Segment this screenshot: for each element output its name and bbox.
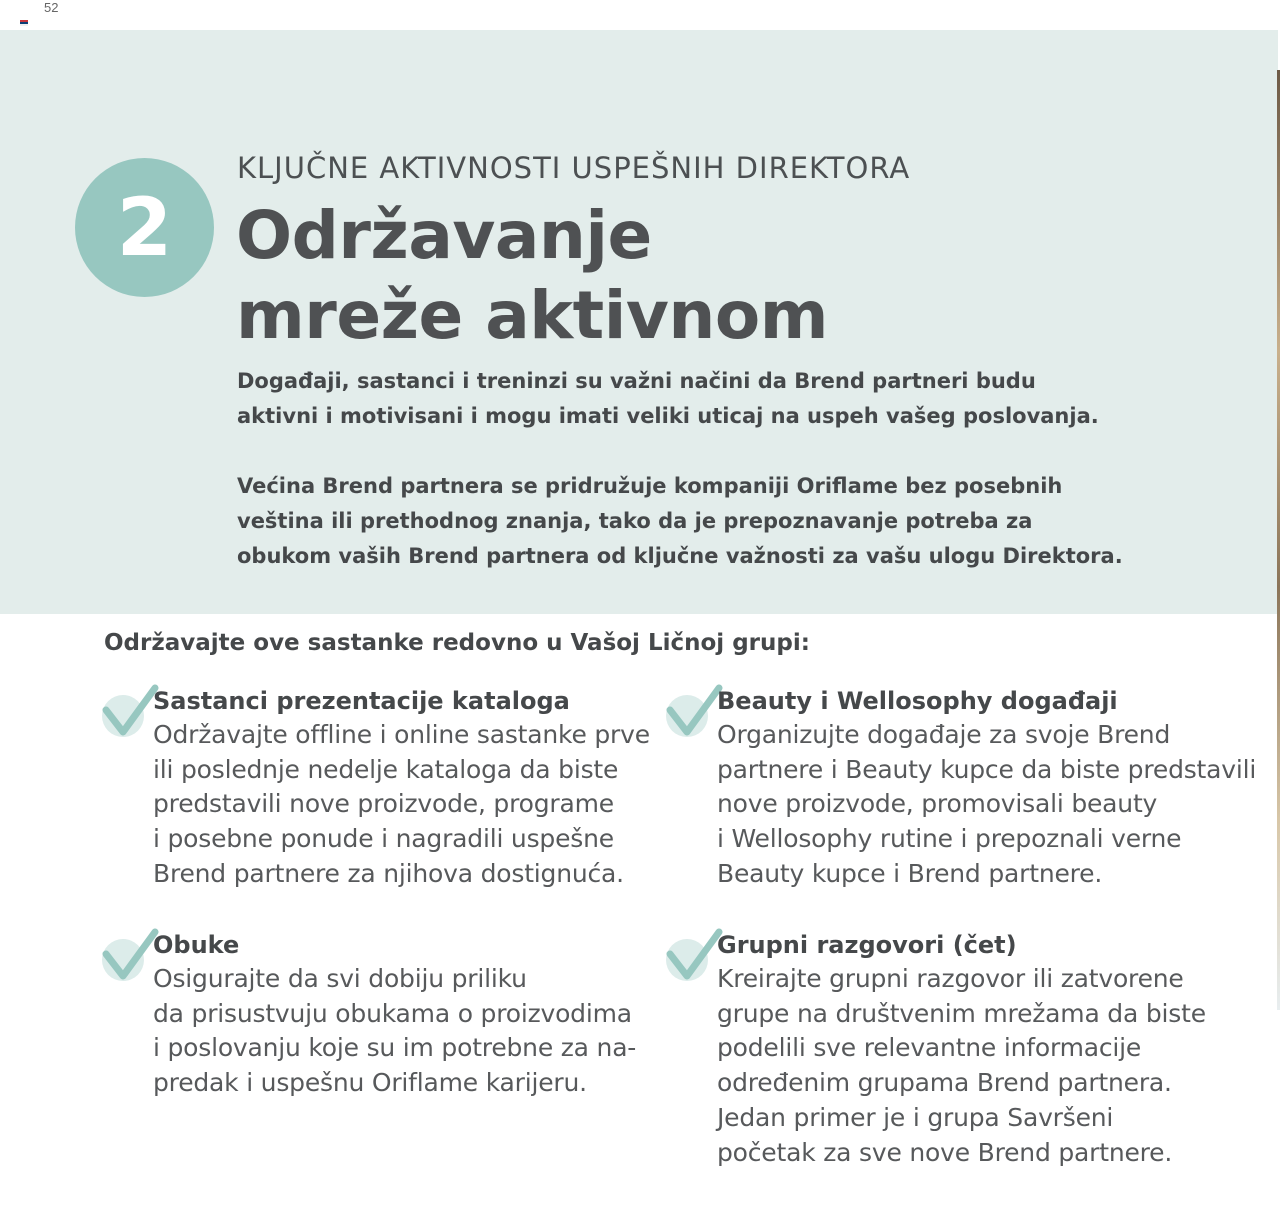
intro-line: obukom vaših Brend partnera od ključne važnosti za vašu ulogu Direktora. bbox=[237, 544, 1123, 568]
step-number-badge: 2 bbox=[75, 158, 214, 297]
item-line: Održavajte offline i online sastanke prve bbox=[153, 720, 650, 749]
intro-line: Događaji, sastanci i treninzi su važni načini da Brend partneri budu bbox=[237, 369, 1036, 393]
item-line: nove proizvode, promovisali beauty bbox=[717, 789, 1158, 819]
page-title-line: mreže aktivnom bbox=[236, 277, 828, 354]
checkmark-icon bbox=[101, 928, 159, 986]
page-title-line: Održavanje bbox=[236, 197, 652, 274]
item-description bbox=[153, 962, 636, 1101]
item-title: Sastanci prezentacije kataloga bbox=[153, 687, 570, 715]
intro-paragraph bbox=[237, 364, 1117, 434]
section-subtitle: Održavajte ove sastanke redovno u Vašoj Ličnoj grupi: bbox=[104, 630, 810, 656]
item-title: Obuke bbox=[153, 931, 240, 959]
item-line: predak i uspešnu Oriflame karijeru. bbox=[153, 1068, 587, 1098]
item-line: Jedan primer je i grupa Savršeni bbox=[717, 1102, 1114, 1132]
item-line: ili poslednje nedelje kataloga da biste bbox=[153, 754, 619, 784]
item-line: početak za sve nove Brend partnere. bbox=[717, 1137, 1173, 1167]
item-title: Beauty i Wellosophy događaji bbox=[717, 687, 1118, 715]
item-line: i poslovanju koje su im potrebne za na- bbox=[153, 1033, 637, 1063]
item-line: Beauty kupce i Brend partnere. bbox=[717, 858, 1103, 888]
item-line: grupe na društvenim mrežama da biste bbox=[717, 998, 1206, 1028]
item-line: Organizujte događaje za svoje Brend bbox=[717, 720, 1171, 749]
page-number: 52 bbox=[44, 0, 59, 15]
item-line: Osigurajte da svi dobiju priliku bbox=[153, 964, 527, 993]
item-description bbox=[717, 718, 1256, 892]
intro-line: veština ili prethodnog znanja, tako da je prepoznavanje potreba za bbox=[237, 509, 1033, 533]
item-line: Brend partnere za njihova dostignuća. bbox=[153, 858, 624, 888]
intro-line: aktivni i motivisani i mogu imati veliki uticaj na uspeh vašeg poslovanja. bbox=[237, 404, 1099, 428]
checkmark-icon bbox=[101, 684, 159, 742]
page-title bbox=[236, 196, 828, 356]
item-line: i Wellosophy rutine i prepoznali verne bbox=[717, 824, 1182, 854]
item-line: predstavili nove proizvode, programe bbox=[153, 789, 614, 819]
checkmark-icon bbox=[665, 928, 723, 986]
item-line: i posebne ponude i nagradili uspešne bbox=[153, 824, 614, 854]
item-line: Kreirajte grupni razgovor ili zatvorene bbox=[717, 964, 1184, 993]
intro-line: Većina Brend partnera se pridružuje kompaniji Oriflame bez posebnih bbox=[237, 474, 1063, 498]
checkmark-icon bbox=[665, 684, 723, 742]
item-line: partnere i Beauty kupce da biste predstavili bbox=[717, 754, 1257, 784]
item-line: podelili sve relevantne informacije bbox=[717, 1033, 1142, 1063]
intro-text bbox=[237, 364, 1123, 574]
section-kicker: KLJUČNE AKTIVNOSTI USPEŠNIH DIREKTORA bbox=[237, 151, 911, 185]
item-title: Grupni razgovori (čet) bbox=[717, 931, 1017, 959]
flag-icon bbox=[20, 20, 28, 26]
item-description bbox=[153, 718, 650, 892]
intro-paragraph bbox=[237, 469, 1123, 574]
item-line: da prisustvuju obukama o proizvodima bbox=[153, 998, 632, 1028]
item-description bbox=[717, 962, 1206, 1170]
item-line: određenim grupama Brend partnera. bbox=[717, 1068, 1172, 1098]
